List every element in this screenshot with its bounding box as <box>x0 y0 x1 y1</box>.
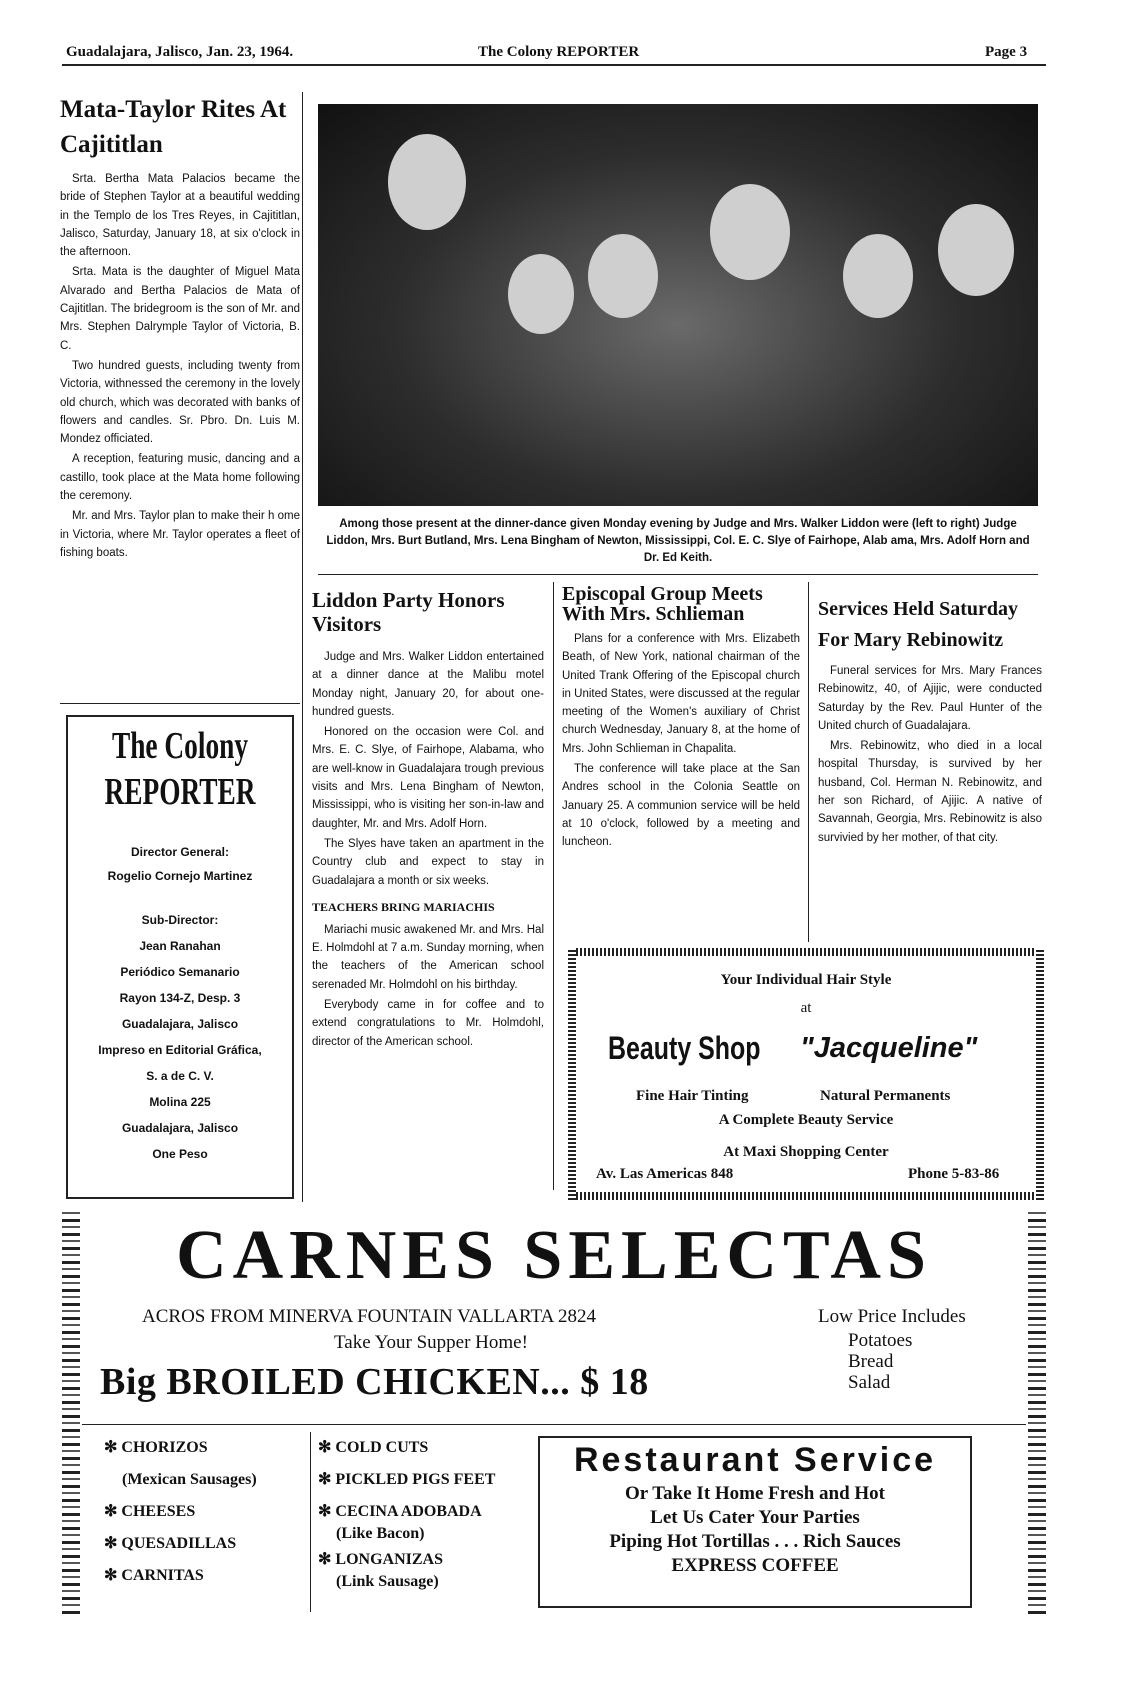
divider <box>60 703 300 704</box>
city2: Guadalajara, Jalisco <box>121 1121 239 1135</box>
column-rule <box>310 1432 311 1612</box>
paragraph: Two hundred guests, including twenty from Victoria, withnessed the ceremony in the lovely old church, which was decorated with banks of flowers and candles. Sr. Pbro. Dn. Luis M. Mondez officiated. <box>60 359 300 446</box>
masthead-box <box>66 715 294 1199</box>
ornament-border <box>1028 1212 1046 1614</box>
face <box>938 204 1014 296</box>
ad-service-tinting: Fine Hair Tinting <box>636 1088 749 1104</box>
ad-line2: at <box>800 1000 812 1016</box>
paragraph: Judge and Mrs. Walker Liddon entertained at a dinner dance at the Malibu motel Monday night, January 20, for about one-hundred guests. <box>312 651 544 718</box>
episcopal-body <box>562 630 800 852</box>
carnes-low-price: Low Price Includes <box>818 1306 966 1327</box>
paragraph: Everybody came in for coffee and to extend congratulations to Mr. Holmdohl, director of the American school. <box>312 999 544 1048</box>
paper-name: The Colony REPORTER <box>478 44 640 60</box>
subdirector-label: Sub-Director: <box>141 913 219 927</box>
carnes-includes <box>848 1330 912 1393</box>
masthead-title: The Colony <box>111 725 249 767</box>
list-item: (Like Bacon) <box>336 1525 425 1542</box>
mata-taylor-title: Mata-Taylor Rites At Cajititlan <box>60 96 287 158</box>
episcopal-article <box>562 584 800 856</box>
liddon-body <box>312 648 544 890</box>
list-item: ✻ CARNITAS <box>104 1567 204 1584</box>
face <box>588 234 658 318</box>
ad-phone: Phone 5-83-86 <box>908 1166 1000 1182</box>
include-item: Salad <box>848 1372 891 1393</box>
paragraph: A reception, featuring music, dancing and a castillo, took place at the Mata home following the ceremony. <box>60 453 300 503</box>
price: One Peso <box>152 1147 208 1161</box>
registro: Rayon 134-Z, Desp. 3 <box>119 991 241 1005</box>
group-photo <box>318 104 1038 506</box>
list-item: ✻ CECINA ADOBADA <box>318 1503 482 1520</box>
ornament-border <box>62 1212 80 1614</box>
rebinowitz-article <box>818 594 1042 851</box>
column-rule <box>808 582 809 942</box>
episcopal-title: Episcopal Group Meets With Mrs. Schlieman <box>562 583 763 625</box>
face <box>508 254 574 334</box>
page-number: Page 3 <box>985 44 1028 60</box>
ad-border <box>568 1192 1044 1200</box>
dateline: Guadalajara, Jalisco, Jan. 23, 1964. <box>66 44 294 60</box>
include-item: Potatoes <box>848 1330 913 1351</box>
carnes-list-1 <box>104 1438 314 1586</box>
liddon-title: Liddon Party Honors Visitors <box>312 588 505 636</box>
restaurant-line: Let Us Cater Your Parties <box>650 1507 860 1528</box>
column-rule <box>302 92 303 1202</box>
carnes-chicken: Big BROILED CHICKEN... $ 18 <box>100 1361 649 1403</box>
list-item: ✻ CHORIZOS <box>104 1439 208 1456</box>
paragraph: Honored on the occasion were Col. and Mrs. E. C. Slye, of Fairhope, Alabama, who are well-know in Guadalajara trough previous visits and Mrs. Lena Bingham of Newton, Mississippi, who is visiting her son-in-law and daughter, Mr. and Mrs. Adolf Horn. <box>312 726 544 830</box>
face <box>843 234 913 318</box>
restaurant-line: Or Take It Home Fresh and Hot <box>624 1483 886 1504</box>
beauty-shop-name: Beauty Shop <box>608 1030 761 1066</box>
teachers-title: TEACHERS BRING MARIACHIS <box>312 899 495 914</box>
paragraph: Srta. Bertha Mata Palacios became the bride of Stephen Taylor at a beautiful wedding in the Templo de los Tres Reyes, in Cajititlan, Jalisco, Saturday, January 18, at six o'clock in the afternoon. <box>60 173 300 259</box>
rebinowitz-title: Services Held Saturday For Mary Rebinowitz <box>818 598 1018 651</box>
carnes-supper: Take Your Supper Home! <box>334 1332 528 1353</box>
include-item: Bread <box>848 1351 894 1372</box>
carnes-list-2 <box>318 1438 538 1592</box>
ad-address: Av. Las Americas 848 <box>596 1166 734 1182</box>
face <box>710 184 790 280</box>
beauty-shop-ad <box>568 948 1044 1200</box>
carnes-address: ACROS FROM MINERVA FOUNTAIN VALLARTA 2824 <box>142 1306 597 1327</box>
list-item: ✻ COLD CUTS <box>318 1439 429 1456</box>
header-rule <box>62 64 1046 66</box>
subdirector-name: Jean Ranahan <box>139 939 221 953</box>
city: Guadalajara, Jalisco <box>121 1017 239 1031</box>
paragraph: The Slyes have taken an apartment in the Country club and expect to stay in Guadalajara a month or six weeks. <box>312 837 544 887</box>
periodico: Periódico Semanario <box>120 965 240 979</box>
director-label: Director General: <box>130 845 230 859</box>
street: Molina 225 <box>149 1095 211 1109</box>
list-item: ✻ CHEESES <box>104 1503 196 1520</box>
paragraph: The conference will take place at the San Andres school in the Colonia Seattle on January 25. A communion service will be held at 10 o'clock, followed by a meeting and luncheon. <box>562 763 800 849</box>
teachers-body <box>312 921 544 1051</box>
jacqueline-name: "Jacqueline" <box>800 1032 978 1064</box>
paragraph: Mrs. Rebinowitz, who died in a local hospital Thursday, is survived by her husband, Col. Herman N. Rebinowitz, and her son Richard, of Ajijic. A native of Savannah, Georgia, Mrs. Rebinowitz is also survivied by her mother, of that city. <box>818 740 1042 844</box>
sa: S. a de C. V. <box>146 1069 214 1083</box>
restaurant-service: Restaurant Service <box>573 1441 937 1479</box>
ad-border <box>568 948 1044 956</box>
column-rule <box>553 582 554 1190</box>
list-item: ✻ PICKLED PIGS FEET <box>318 1471 496 1488</box>
paragraph: Mariachi music awakened Mr. and Mrs. Hal E. Holmdohl at 7 a.m. Sunday morning, when the teachers of the American school serenaded Mr. Holmdohl on his birthday. <box>312 923 544 991</box>
ad-service-perms: Natural Permanents <box>820 1088 951 1104</box>
photo-caption: Among those present at the dinner-dance given Monday evening by Judge and Mrs. Walker Liddon were (left to right) Judge Liddon, Mrs. Burt Butland, Mrs. Lena Bingham of Newton, Mississippi, Col. E. C. Slye of Fairhope, Alab ama, Mrs. Adolf Horn and Dr. Ed Keith. <box>326 518 1030 564</box>
list-item: ✻ LONGANIZAS <box>318 1551 443 1568</box>
mata-taylor-article <box>60 92 300 566</box>
face <box>388 134 466 230</box>
carnes-title: CARNES SELECTAS <box>176 1217 932 1294</box>
liddon-article <box>312 588 544 1055</box>
restaurant-line: Piping Hot Tortillas . . . Rich Sauces <box>609 1531 901 1552</box>
paragraph: Srta. Mata is the daughter of Miguel Mata Alvarado and Bertha Palacios de Mata of Cajititlan. The bridegroom is the son of Mr. and Mrs. Stephen Dalrymple Taylor of Victoria, B. C. <box>60 266 300 352</box>
mata-taylor-body <box>60 170 300 562</box>
restaurant-box <box>538 1436 972 1608</box>
masthead-title-2: REPORTER <box>104 771 256 813</box>
paragraph: Mr. and Mrs. Taylor plan to make their h ome in Victoria, where Mr. Taylor operates a fleet of fishing boats. <box>60 510 300 559</box>
restaurant-line: EXPRESS COFFEE <box>671 1555 839 1576</box>
divider <box>318 574 1038 575</box>
list-item: (Mexican Sausages) <box>122 1471 257 1488</box>
carnes-ad <box>62 1212 1046 1614</box>
ad-location: At Maxi Shopping Center <box>723 1144 889 1160</box>
rebinowitz-body <box>818 662 1042 847</box>
ad-line1: Your Individual Hair Style <box>720 972 892 988</box>
paragraph: Funeral services for Mrs. Mary Frances Rebinowitz, 40, of Ajijic, were conducted Saturday by the Rev. Paul Hunter of the United church of Guadalajara. <box>818 665 1042 732</box>
director-name: Rogelio Cornejo Martinez <box>107 869 253 883</box>
paragraph: Plans for a conference with Mrs. Elizabeth Beath, of New York, national chairman of the United Trank Offering of the Episcopal church in United States, were discussed at the regular meeting of the Women's auxiliary of Christ church Wednesday, January 8, at the home of Mrs. John Schlieman in Chapalita. <box>562 633 800 755</box>
divider <box>82 1424 1026 1425</box>
impreso: Impreso en Editorial Gráfica, <box>98 1043 262 1057</box>
list-item: ✻ QUESADILLAS <box>104 1535 237 1552</box>
list-item: (Link Sausage) <box>336 1573 439 1590</box>
ad-complete: A Complete Beauty Service <box>718 1112 894 1128</box>
